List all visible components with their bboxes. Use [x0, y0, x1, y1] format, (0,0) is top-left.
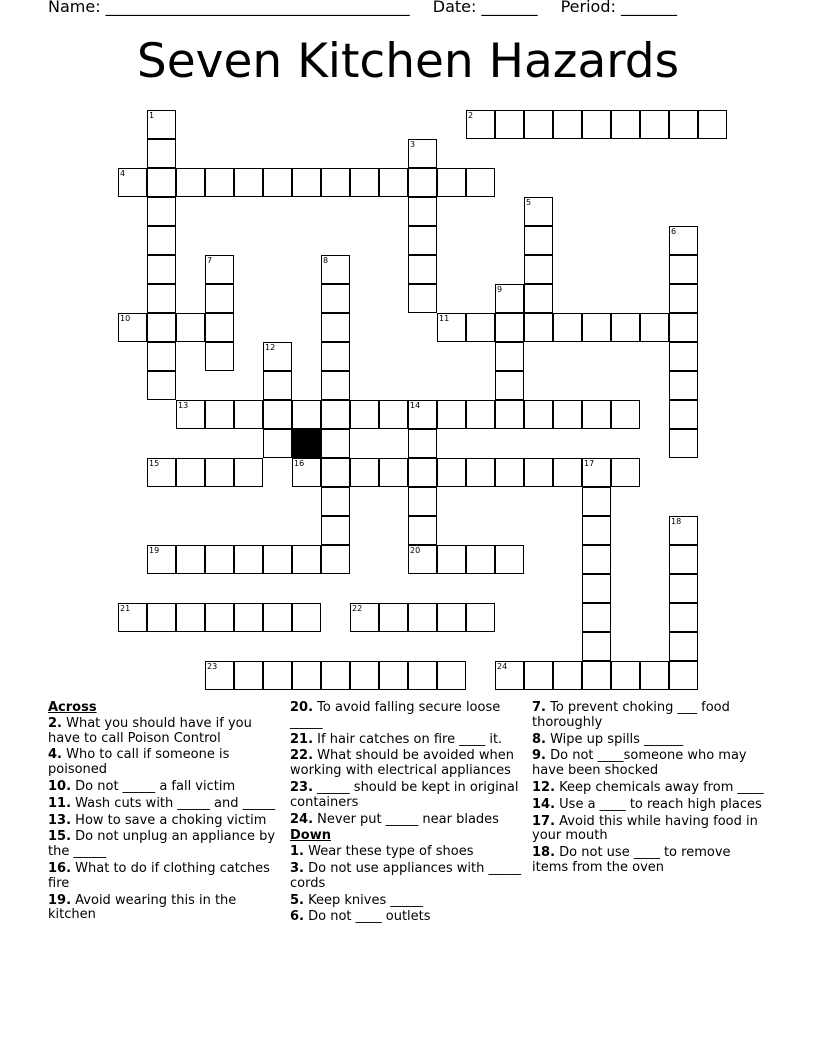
grid-cell[interactable]	[234, 168, 263, 197]
grid-cell[interactable]	[292, 661, 321, 690]
grid-cell[interactable]	[669, 400, 698, 429]
grid-cell[interactable]	[669, 574, 698, 603]
clue-text: Do not use appliances with _____ cords	[290, 860, 521, 891]
grid-cell[interactable]	[350, 458, 379, 487]
grid-cell[interactable]	[176, 545, 205, 574]
clue-number: 2.	[48, 715, 62, 731]
across-clue	[290, 733, 522, 748]
clue-number: 12.	[532, 779, 556, 795]
across-clue	[290, 749, 522, 779]
grid-cell[interactable]	[408, 429, 437, 458]
clue-number-7: 7	[207, 256, 213, 265]
down-clue	[290, 894, 522, 909]
grid-cell[interactable]	[669, 371, 698, 400]
grid-cell[interactable]	[321, 313, 350, 342]
clue-text: How to save a choking victim	[71, 812, 267, 828]
grid-cell[interactable]	[350, 168, 379, 197]
grid-cell[interactable]	[466, 400, 495, 429]
grid-cell[interactable]	[582, 487, 611, 516]
clue-text: Use a ____ to reach high places	[555, 796, 762, 812]
clue-number-15: 15	[149, 459, 160, 468]
grid-cell[interactable]	[321, 342, 350, 371]
grid-cell[interactable]	[147, 371, 176, 400]
down-clue	[532, 781, 764, 796]
clue-number: 8.	[532, 731, 546, 747]
grid-cell[interactable]	[408, 168, 437, 197]
clue-number-24: 24	[497, 662, 508, 671]
grid-cell[interactable]	[437, 458, 466, 487]
grid-cell[interactable]	[582, 400, 611, 429]
grid-cell[interactable]	[263, 400, 292, 429]
clue-number: 14.	[532, 796, 556, 812]
grid-cell[interactable]	[205, 168, 234, 197]
grid-cell[interactable]	[379, 603, 408, 632]
grid-cell[interactable]	[524, 661, 553, 690]
down-clue	[290, 862, 522, 892]
clue-number-9: 9	[497, 285, 503, 294]
grid-cell[interactable]	[582, 632, 611, 661]
grid-cell[interactable]	[524, 226, 553, 255]
grid-cell[interactable]	[466, 313, 495, 342]
clue-number-5: 5	[526, 198, 532, 207]
grid-cell[interactable]	[524, 458, 553, 487]
grid-cell[interactable]	[495, 342, 524, 371]
grid-cell[interactable]	[408, 603, 437, 632]
grid-cell[interactable]	[669, 603, 698, 632]
clue-number: 20.	[290, 700, 314, 715]
grid-cell[interactable]	[205, 400, 234, 429]
grid-cell[interactable]	[582, 110, 611, 139]
grid-cell[interactable]	[669, 661, 698, 690]
grid-cell[interactable]	[437, 661, 466, 690]
across-clue	[48, 814, 280, 829]
clue-number: 19.	[48, 892, 72, 908]
grid-cell[interactable]	[292, 400, 321, 429]
clue-number-4: 4	[120, 169, 126, 178]
clue-number: 18.	[532, 845, 556, 861]
grid-cell[interactable]	[553, 110, 582, 139]
clue-number: 15.	[48, 829, 72, 845]
grid-cell[interactable]	[495, 371, 524, 400]
clue-text: _____ should be kept in original containers	[290, 779, 519, 810]
across-clue	[48, 797, 280, 812]
grid-cell[interactable]	[176, 603, 205, 632]
grid-cell[interactable]	[321, 661, 350, 690]
grid-cell[interactable]	[553, 313, 582, 342]
clue-number-10: 10	[120, 314, 131, 323]
clue-text: To avoid falling secure loose _____	[290, 700, 501, 730]
grid-cell[interactable]	[669, 110, 698, 139]
grid-cell[interactable]	[524, 284, 553, 313]
grid-cell[interactable]	[495, 313, 524, 342]
clue-number: 13.	[48, 812, 72, 828]
grid-cell[interactable]	[147, 255, 176, 284]
grid-cell[interactable]	[669, 632, 698, 661]
grid-cell[interactable]	[495, 400, 524, 429]
grid-cell[interactable]	[408, 226, 437, 255]
grid-cell[interactable]	[466, 603, 495, 632]
clue-number-21: 21	[120, 604, 131, 613]
down-clue	[532, 733, 764, 748]
across-clue	[290, 813, 522, 828]
clue-number: 9.	[532, 748, 546, 764]
grid-cell[interactable]	[205, 545, 234, 574]
grid-cell[interactable]	[321, 458, 350, 487]
grid-cell[interactable]	[292, 603, 321, 632]
clue-text: Never put _____ near blades	[313, 811, 499, 827]
down-clue	[290, 845, 522, 860]
grid-cell[interactable]	[379, 400, 408, 429]
grid-cell[interactable]	[408, 284, 437, 313]
clue-number: 10.	[48, 778, 72, 794]
grid-cell[interactable]	[263, 661, 292, 690]
grid-cell[interactable]	[408, 458, 437, 487]
clue-number: 6.	[290, 909, 304, 925]
clue-text: Do not use ____ to remove items from the oven	[532, 845, 731, 875]
grid-cell[interactable]	[176, 313, 205, 342]
grid-cell[interactable]	[147, 197, 176, 226]
grid-cell[interactable]	[669, 342, 698, 371]
grid-cell[interactable]	[408, 197, 437, 226]
clue-number: 11.	[48, 795, 72, 811]
grid-cell[interactable]	[582, 516, 611, 545]
clue-number: 3.	[290, 860, 304, 876]
clue-number: 21.	[290, 731, 314, 747]
clue-text: What to do if clothing catches fire	[48, 860, 270, 891]
grid-cell[interactable]	[495, 458, 524, 487]
grid-cell[interactable]	[205, 284, 234, 313]
grid-cell[interactable]	[408, 516, 437, 545]
grid-cell[interactable]	[147, 226, 176, 255]
grid-cell[interactable]	[176, 168, 205, 197]
down-heading: Down	[290, 828, 331, 844]
grid-cell[interactable]	[698, 110, 727, 139]
grid-cell[interactable]	[466, 458, 495, 487]
clue-number-3: 3	[410, 140, 416, 149]
clue-number-1: 1	[149, 111, 155, 120]
clue-number: 23.	[290, 779, 314, 795]
clue-number-8: 8	[323, 256, 329, 265]
clue-number-22: 22	[352, 604, 363, 613]
across-clue	[48, 830, 280, 860]
grid-cell[interactable]	[263, 371, 292, 400]
clue-text: Avoid wearing this in the kitchen	[48, 892, 237, 923]
clues-column-3	[532, 701, 764, 878]
grid-cell[interactable]	[611, 400, 640, 429]
grid-cell[interactable]	[553, 400, 582, 429]
grid-cell[interactable]	[408, 487, 437, 516]
clue-number-12: 12	[265, 343, 276, 352]
clue-number-11: 11	[439, 314, 450, 323]
grid-cell[interactable]	[582, 574, 611, 603]
grid-cell[interactable]	[205, 313, 234, 342]
puzzle-title: Seven Kitchen Hazards	[136, 34, 680, 89]
clue-text: Wipe up spills ______	[545, 731, 684, 747]
clue-number-2: 2	[468, 111, 474, 120]
grid-cell[interactable]	[147, 603, 176, 632]
grid-cell[interactable]	[350, 661, 379, 690]
down-clue	[532, 798, 764, 813]
grid-cell[interactable]	[176, 458, 205, 487]
clue-number: 4.	[48, 747, 62, 763]
grid-cell[interactable]	[321, 545, 350, 574]
across-heading: Across	[48, 700, 97, 715]
grid-cell[interactable]	[408, 255, 437, 284]
grid-cell[interactable]	[669, 429, 698, 458]
grid-cell[interactable]	[611, 458, 640, 487]
black-cell	[292, 429, 321, 458]
grid-cell[interactable]	[582, 661, 611, 690]
grid-cell[interactable]	[234, 661, 263, 690]
clue-text: Do not _____ a fall victim	[71, 778, 236, 794]
grid-cell[interactable]	[524, 110, 553, 139]
clues-column-1	[48, 701, 280, 925]
clue-text: Wear these type of shoes	[303, 844, 474, 860]
across-clue	[290, 781, 522, 811]
grid-cell[interactable]	[147, 284, 176, 313]
grid-cell[interactable]	[321, 284, 350, 313]
grid-cell[interactable]	[263, 168, 292, 197]
grid-cell[interactable]	[147, 313, 176, 342]
clue-number-17: 17	[584, 459, 595, 468]
grid-cell[interactable]	[553, 661, 582, 690]
grid-cell[interactable]	[263, 545, 292, 574]
grid-cell[interactable]	[640, 110, 669, 139]
clue-text: Keep knives _____	[303, 892, 423, 908]
clue-number: 22.	[290, 748, 314, 764]
clue-text: To prevent choking ___ food thoroughly	[532, 700, 730, 730]
clue-number: 7.	[532, 700, 546, 715]
across-clue	[48, 748, 280, 778]
grid-cell[interactable]	[582, 313, 611, 342]
grid-cell[interactable]	[321, 487, 350, 516]
grid-cell[interactable]	[234, 458, 263, 487]
grid-cell[interactable]	[495, 110, 524, 139]
clue-text: Avoid this while having food in your mouth	[532, 813, 758, 844]
grid-cell[interactable]	[379, 168, 408, 197]
clue-text: If hair catches on fire ____ it.	[313, 731, 503, 747]
clue-number: 24.	[290, 811, 314, 827]
grid-cell[interactable]	[611, 661, 640, 690]
clue-text: Do not ____someone who may have been shocked	[532, 748, 747, 779]
grid-cell[interactable]	[669, 313, 698, 342]
clue-number-14: 14	[410, 401, 421, 410]
name-field[interactable]: Name: ______________________________________	[48, 0, 410, 16]
clue-text: Do not ____ outlets	[303, 909, 431, 925]
grid-cell[interactable]	[321, 400, 350, 429]
grid-cell[interactable]	[524, 313, 553, 342]
across-clue	[48, 894, 280, 924]
grid-cell[interactable]	[466, 168, 495, 197]
period-field[interactable]: Period: _______	[560, 0, 677, 16]
grid-cell[interactable]	[234, 545, 263, 574]
clue-text: What should be avoided when working with electrical appliances	[290, 748, 515, 779]
grid-cell[interactable]	[234, 400, 263, 429]
grid-cell[interactable]	[669, 284, 698, 313]
grid-cell[interactable]	[147, 139, 176, 168]
grid-cell[interactable]	[205, 458, 234, 487]
grid-cell[interactable]	[582, 545, 611, 574]
grid-cell[interactable]	[640, 661, 669, 690]
grid-cell[interactable]	[379, 458, 408, 487]
date-field[interactable]: Date: _______	[432, 0, 538, 16]
down-clue	[290, 910, 522, 925]
grid-cell[interactable]	[437, 545, 466, 574]
clue-text: Keep chemicals away from ____	[555, 779, 764, 795]
clue-number-6: 6	[671, 227, 677, 236]
down-clue	[532, 846, 764, 876]
clue-number-16: 16	[294, 459, 305, 468]
clue-text: Wash cuts with _____ and _____	[71, 795, 276, 811]
grid-cell[interactable]	[466, 545, 495, 574]
grid-cell[interactable]	[524, 400, 553, 429]
grid-cell[interactable]	[147, 168, 176, 197]
grid-cell[interactable]	[147, 342, 176, 371]
grid-cell[interactable]	[350, 400, 379, 429]
grid-cell[interactable]	[234, 603, 263, 632]
clue-number-19: 19	[149, 546, 160, 555]
down-clue	[532, 701, 764, 731]
grid-cell[interactable]	[292, 168, 321, 197]
grid-cell[interactable]	[611, 110, 640, 139]
grid-cell[interactable]	[582, 603, 611, 632]
grid-cell[interactable]	[640, 313, 669, 342]
grid-cell[interactable]	[669, 255, 698, 284]
clue-number: 17.	[532, 813, 556, 829]
grid-cell[interactable]	[611, 313, 640, 342]
grid-cell[interactable]	[205, 342, 234, 371]
clues-column-2	[290, 701, 522, 927]
clue-number: 16.	[48, 860, 72, 876]
grid-cell[interactable]	[321, 371, 350, 400]
grid-cell[interactable]	[437, 400, 466, 429]
grid-cell[interactable]	[263, 603, 292, 632]
grid-cell[interactable]	[495, 545, 524, 574]
clue-text: Who to call if someone is poisoned	[48, 747, 230, 778]
down-clue	[532, 815, 764, 845]
across-clue	[290, 701, 522, 731]
grid-cell[interactable]	[553, 458, 582, 487]
across-clue	[48, 862, 280, 892]
grid-cell[interactable]	[408, 661, 437, 690]
grid-cell[interactable]	[379, 661, 408, 690]
grid-cell[interactable]	[524, 255, 553, 284]
grid-cell[interactable]	[437, 603, 466, 632]
clue-number-13: 13	[178, 401, 189, 410]
clue-number: 1.	[290, 844, 304, 860]
clue-number-23: 23	[207, 662, 218, 671]
clue-number: 5.	[290, 892, 304, 908]
clue-text: Do not unplug an appliance by the _____	[48, 829, 276, 860]
clue-number-18: 18	[671, 517, 682, 526]
grid-cell[interactable]	[321, 429, 350, 458]
grid-cell[interactable]	[669, 545, 698, 574]
grid-cell[interactable]	[437, 168, 466, 197]
grid-cell[interactable]	[321, 516, 350, 545]
across-clue	[48, 780, 280, 795]
grid-cell[interactable]	[292, 545, 321, 574]
grid-cell[interactable]	[321, 168, 350, 197]
grid-cell[interactable]	[205, 603, 234, 632]
grid-cell[interactable]	[263, 429, 292, 458]
down-clue	[532, 749, 764, 779]
across-clue	[48, 717, 280, 747]
clue-text: What you should have if you have to call Poison Control	[48, 715, 252, 746]
clue-number-20: 20	[410, 546, 421, 555]
